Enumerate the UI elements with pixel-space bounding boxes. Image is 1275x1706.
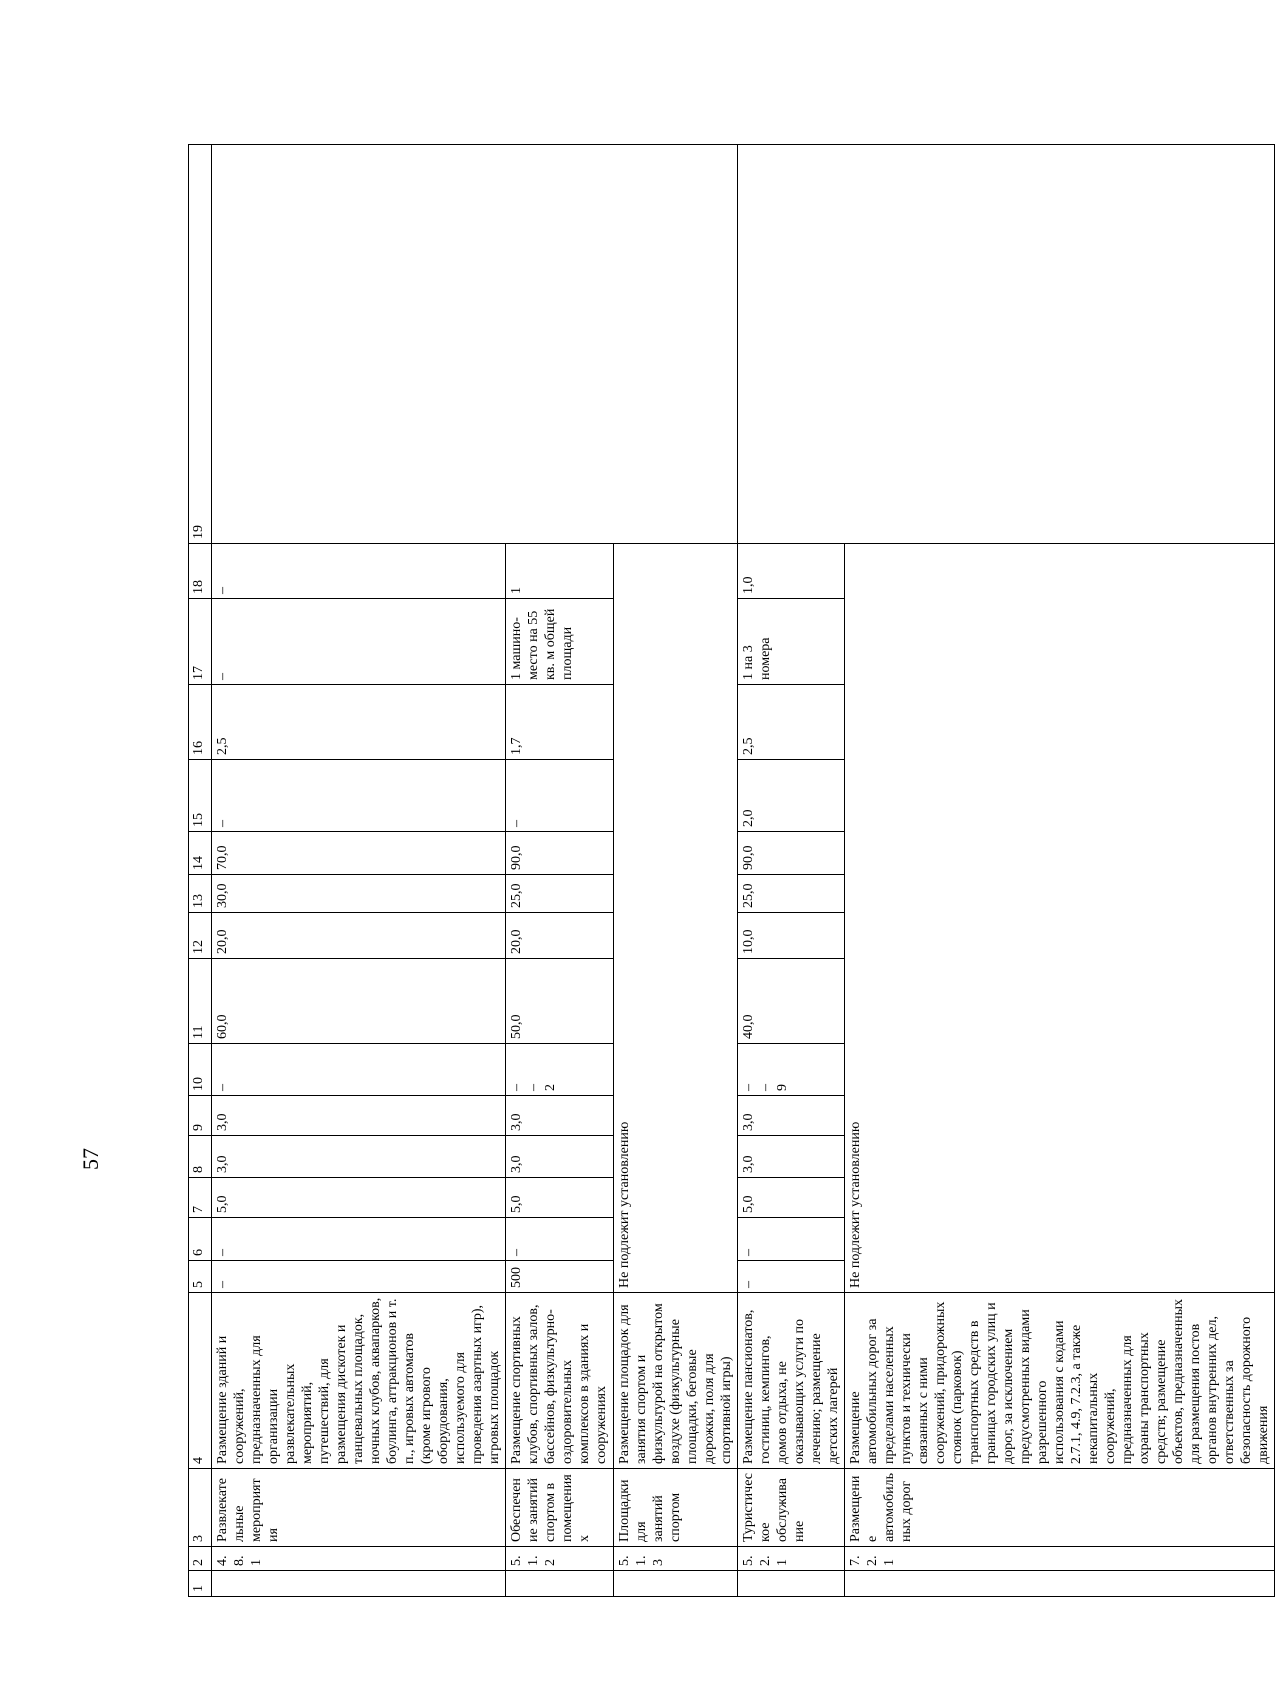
cell-c19 — [212, 145, 738, 544]
col-header-2: 2 — [189, 1547, 212, 1571]
cell-description: Размещение спортивных клубов, спортивных залов, бассейнов, физкультурно-оздоровительных комплексов в зданиях и сооружениях — [506, 1293, 614, 1469]
cell-c14: 90,0 — [506, 832, 614, 875]
col-header-13: 13 — [189, 875, 212, 913]
cell-c8: 3,0 — [212, 1136, 506, 1178]
cell-c18: – — [212, 544, 506, 599]
cell-code: 7.2.1 — [845, 1547, 1275, 1571]
cell-blank — [506, 1571, 614, 1597]
col-header-17: 17 — [189, 599, 212, 685]
cell-c7: 5,0 — [738, 1178, 845, 1218]
cell-description: Размещение пансионатов, гостиниц, кемпингов, домов отдыха, не оказывающих услуги по лечению; размещение детских лагерей — [738, 1293, 845, 1469]
cell-c18: 1 — [506, 544, 614, 599]
cell-c15: 2,0 — [738, 760, 845, 832]
cell-c13: 30,0 — [212, 875, 506, 913]
col-header-3: 3 — [189, 1469, 212, 1547]
cell-c16: 2,5 — [212, 685, 506, 760]
cell-c11: 60,0 — [212, 959, 506, 1044]
col-header-7: 7 — [189, 1178, 212, 1218]
cell-name: Обеспечение занятий спортом в помещениях — [506, 1469, 614, 1547]
cell-code: 5.1.3 — [614, 1547, 738, 1571]
cell-c18: 1,0 — [738, 544, 845, 599]
cell-c17: – — [212, 599, 506, 685]
col-header-12: 12 — [189, 913, 212, 959]
cell-description: Размещение автомобильных дорог за пределами населенных пунктов и технически связанных с ними сооружений, придорожных стоянок (парковок) транспортных средств в границах городских улиц и дорог, за исключением предусмотренных видами разрешенного использования с кодами 2.7.1, 4.9, 7.2.3, а также некапитальных сооружений, предназначенных для охраны транспортных средств; размещение объектов, предназначенных для размещения постов органов внутренних дел, ответственных за безопасность дорожного движения — [845, 1293, 1275, 1469]
cell-not-established: Не подлежит установлению — [614, 544, 738, 1293]
cell-blank — [614, 1571, 738, 1597]
col-header-1: 1 — [189, 1571, 212, 1597]
cell-c15: – — [212, 760, 506, 832]
cell-c12: 20,0 — [212, 913, 506, 959]
cell-c16: 2,5 — [738, 685, 845, 760]
cell-c12: 20,0 — [506, 913, 614, 959]
col-header-11: 11 — [189, 959, 212, 1044]
cell-c6: – — [212, 1218, 506, 1261]
cell-description: Размещение площадок для занятия спортом и физкультурой на открытом воздухе (физкультурные площадки, беговые дорожки, поля для спортивной игры) — [614, 1293, 738, 1469]
header-row — [189, 145, 212, 1597]
cell-c14: 70,0 — [212, 832, 506, 875]
cell-c10: – – 2 — [506, 1044, 614, 1096]
cell-code: 4.8.1 — [212, 1547, 506, 1571]
col-header-19: 19 — [189, 145, 212, 544]
rotated-table-container — [188, 145, 1271, 1597]
cell-c6: – — [738, 1218, 845, 1261]
cell-not-established: Не подлежит установлению — [845, 544, 1275, 1293]
cell-c6: – — [506, 1218, 614, 1261]
cell-name: Размещение автомобильных дорог — [845, 1469, 1275, 1547]
cell-c12: 10,0 — [738, 913, 845, 959]
cell-c13: 25,0 — [738, 875, 845, 913]
col-header-18: 18 — [189, 544, 212, 599]
cell-c19 — [738, 145, 1275, 544]
col-header-8: 8 — [189, 1136, 212, 1178]
cell-description: Размещение зданий и сооружений, предназначенных для организации развлекательных мероприятий, путешествий, для размещения дискотек и танцевальных площадок, ночных клубов, аквапарков, боулинга, аттракционов и т. п., игровых автоматов (кроме игрового оборудования, используемого для проведения азартных игр), игровых площадок — [212, 1293, 506, 1469]
col-header-9: 9 — [189, 1096, 212, 1136]
regulations-table — [188, 144, 1275, 1597]
cell-c15: – — [506, 760, 614, 832]
cell-c13: 25,0 — [506, 875, 614, 913]
cell-c17: 1 на 3 номера — [738, 599, 845, 685]
cell-name: Развлекательные мероприятия — [212, 1469, 506, 1547]
table-row-4-8-1 — [212, 145, 506, 1597]
cell-c16: 1,7 — [506, 685, 614, 760]
col-header-10: 10 — [189, 1044, 212, 1096]
col-header-4: 4 — [189, 1293, 212, 1469]
cell-c8: 3,0 — [738, 1136, 845, 1178]
cell-c10: – – 9 — [738, 1044, 845, 1096]
cell-c7: 5,0 — [506, 1178, 614, 1218]
col-header-5: 5 — [189, 1261, 212, 1293]
cell-c11: 50,0 — [506, 959, 614, 1044]
cell-blank — [738, 1571, 845, 1597]
cell-c17: 1 машино-место на 55 кв. м общей площади — [506, 599, 614, 685]
col-header-15: 15 — [189, 760, 212, 832]
cell-c9: 3,0 — [506, 1096, 614, 1136]
cell-name: Площадки для занятий спортом — [614, 1469, 738, 1547]
cell-code: 5.1.2 — [506, 1547, 614, 1571]
cell-c10: – — [212, 1044, 506, 1096]
col-header-16: 16 — [189, 685, 212, 760]
cell-c7: 5,0 — [212, 1178, 506, 1218]
cell-c9: 3,0 — [212, 1096, 506, 1136]
cell-c5: – — [738, 1261, 845, 1293]
table-row-5-2-1 — [738, 145, 845, 1597]
col-header-6: 6 — [189, 1218, 212, 1261]
cell-c11: 40,0 — [738, 959, 845, 1044]
cell-name: Туристическое обслуживание — [738, 1469, 845, 1547]
cell-c5: 500 — [506, 1261, 614, 1293]
page-number: 57 — [78, 1148, 103, 1170]
cell-blank — [845, 1571, 1275, 1597]
col-header-14: 14 — [189, 832, 212, 875]
cell-c14: 90,0 — [738, 832, 845, 875]
cell-c5: – — [212, 1261, 506, 1293]
cell-code: 5.2.1 — [738, 1547, 845, 1571]
cell-c9: 3,0 — [738, 1096, 845, 1136]
cell-blank — [212, 1571, 506, 1597]
cell-c8: 3,0 — [506, 1136, 614, 1178]
